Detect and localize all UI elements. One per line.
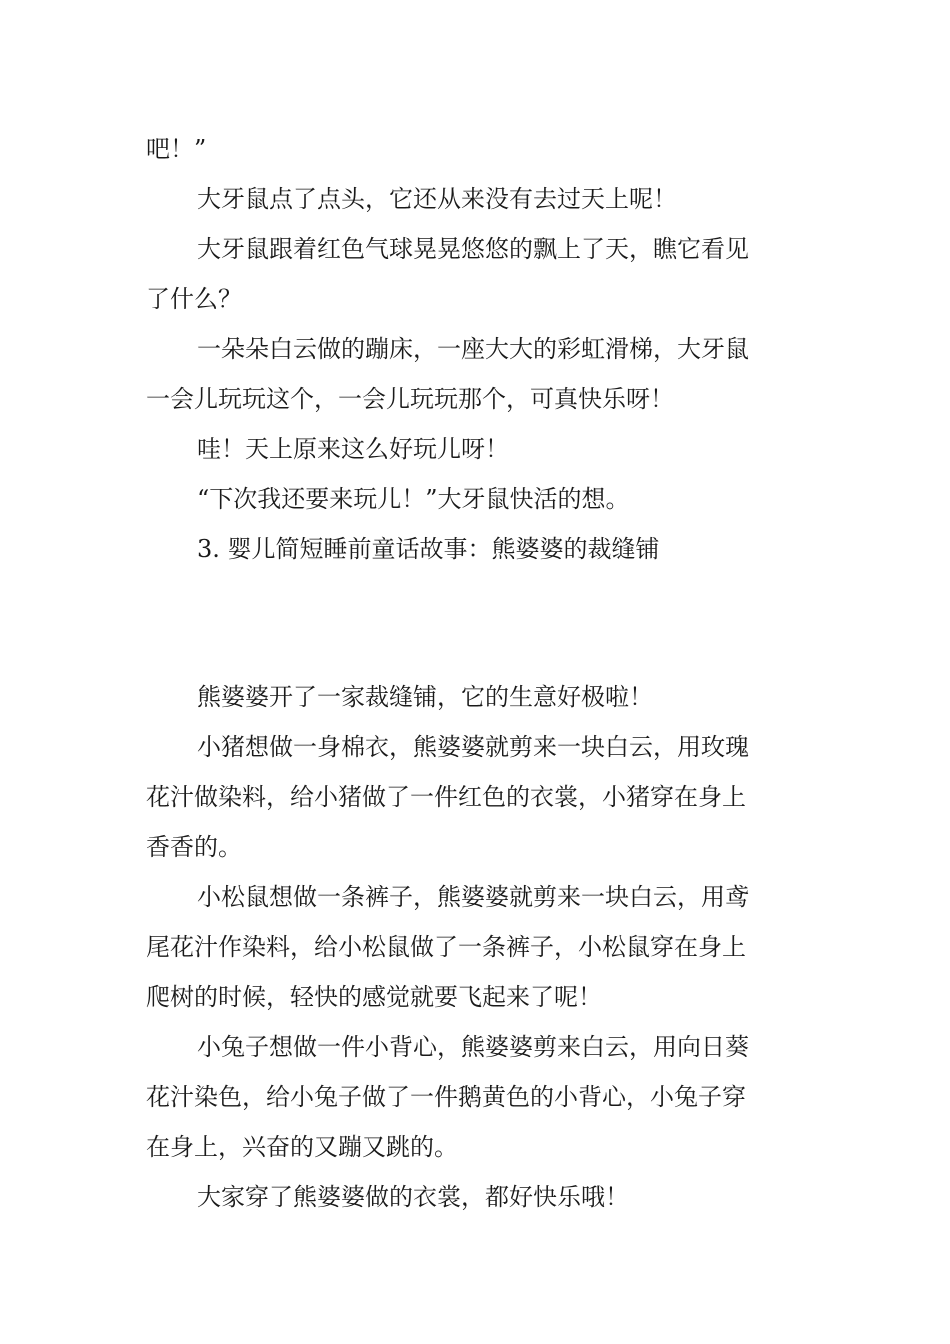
text-line: 花汁染色，给小兔子做了一件鹅黄色的小背心，小兔子穿 <box>146 1083 746 1111</box>
text-line: 小兔子想做一件小背心，熊婆婆剪来白云，用向日葵 <box>197 1033 749 1061</box>
text-line: 哇！天上原来这么好玩儿呀！ <box>197 435 509 463</box>
text-line: “下次我还要来玩儿！”大牙鼠快活的想。 <box>197 485 630 513</box>
text-line: 小猪想做一身棉衣，熊婆婆就剪来一块白云，用玫瑰 <box>197 733 749 761</box>
text-line: 爬树的时候，轻快的感觉就要飞起来了呢！ <box>146 983 602 1011</box>
text-line: 香香的。 <box>146 833 242 861</box>
text-line: 一朵朵白云做的蹦床，一座大大的彩虹滑梯，大牙鼠 <box>197 335 749 363</box>
text-line: 在身上，兴奋的又蹦又跳的。 <box>146 1133 458 1161</box>
text-line: 了什么？ <box>146 285 242 313</box>
story-block-2 <box>146 672 810 1222</box>
text-line: 大牙鼠跟着红色气球晃晃悠悠的飘上了天，瞧它看见 <box>197 235 749 263</box>
text-line: 花汁做染料，给小猪做了一件红色的衣裳，小猪穿在身上 <box>146 783 746 811</box>
text-line: 大家穿了熊婆婆做的衣裳，都好快乐哦！ <box>197 1183 629 1211</box>
text-line: 小松鼠想做一条裤子，熊婆婆就剪来一块白云，用鸢 <box>197 883 749 911</box>
text-line: 吧！” <box>146 135 207 163</box>
section-heading: 3. 婴儿简短睡前童话故事：熊婆婆的裁缝铺 <box>197 535 660 563</box>
text-line: 熊婆婆开了一家裁缝铺，它的生意好极啦！ <box>197 683 653 711</box>
text-line: 大牙鼠点了点头，它还从来没有去过天上呢！ <box>197 185 677 213</box>
text-line: 一会儿玩玩这个，一会儿玩玩那个，可真快乐呀！ <box>146 385 674 413</box>
text-line: 尾花汁作染料，给小松鼠做了一条裤子，小松鼠穿在身上 <box>146 933 746 961</box>
story-block-1 <box>146 124 810 574</box>
